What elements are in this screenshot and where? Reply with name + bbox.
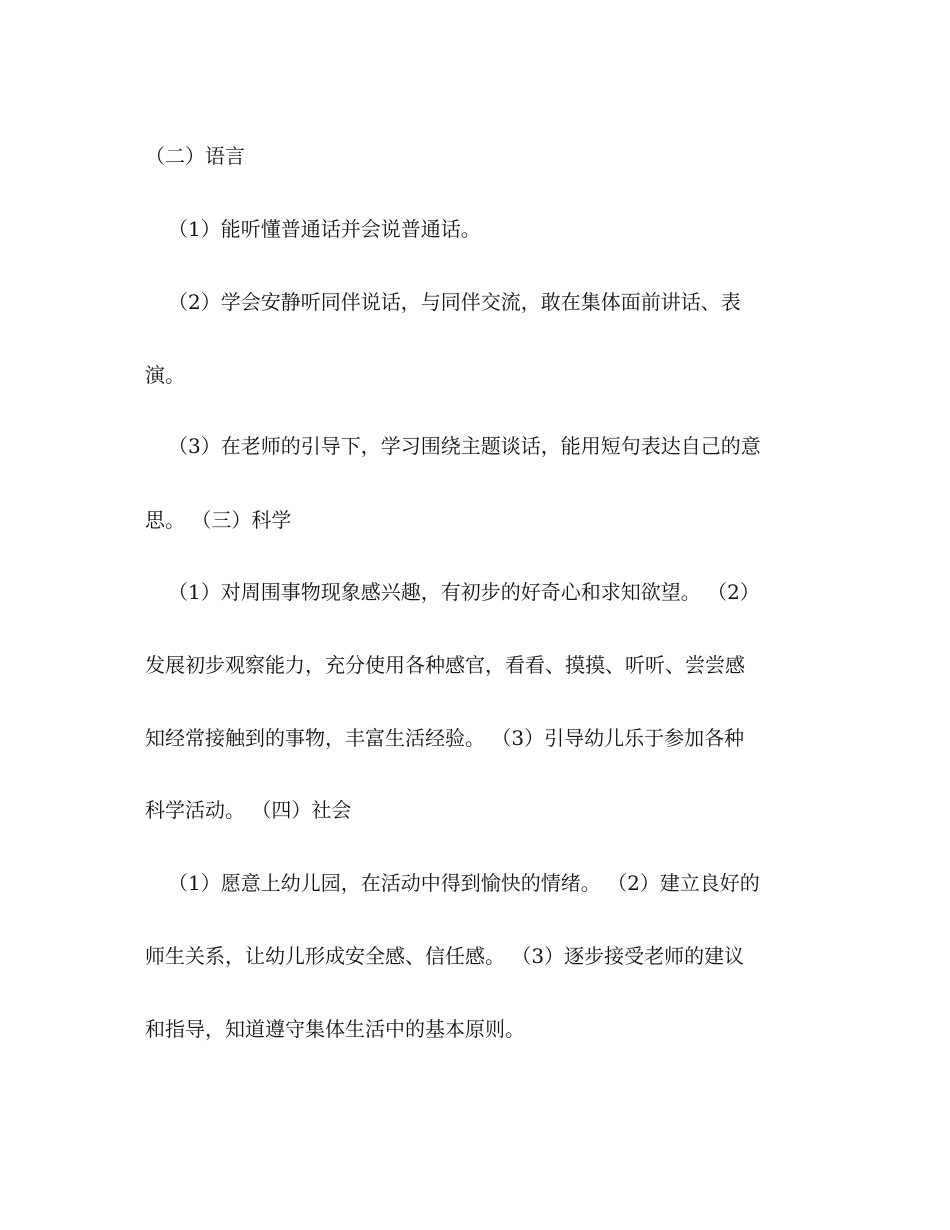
paragraph-line: 师生关系，让幼儿形成安全感、信任感。 （3）逐步接受老师的建议 [145, 944, 745, 968]
paragraph-line: （1）愿意上幼儿园，在活动中得到愉快的情绪。 （2）建立良好的 [168, 871, 760, 895]
paragraph-line: 知经常接触到的事物，丰富生活经验。 （3）引导幼儿乐于参加各种 [145, 726, 745, 750]
paragraph-line: 发展初步观察能力，充分使用各种感官，看看、摸摸、听听、尝尝感 [145, 653, 745, 677]
paragraph-line: （1）能听懂普通话并会说普通话。 [168, 217, 481, 241]
paragraph-line: 思。 （三）科学 [145, 508, 292, 532]
paragraph-line: 科学活动。 （四）社会 [145, 798, 352, 822]
paragraph-line: 和指导，知道遵守集体生活中的基本原则。 [145, 1017, 525, 1041]
paragraph-line: （3）在老师的引导下，学习围绕主题谈话，能用短句表达自己的意 [168, 434, 761, 458]
paragraph-line: 演。 [145, 363, 185, 387]
section-heading-language: （二）语言 [145, 144, 245, 168]
paragraph-line: （2）学会安静听同伴说话，与同伴交流，敢在集体面前讲话、表 [168, 290, 741, 314]
paragraph-line: （1）对周围事物现象感兴趣，有初步的好奇心和求知欲望。 （2） [168, 580, 760, 604]
